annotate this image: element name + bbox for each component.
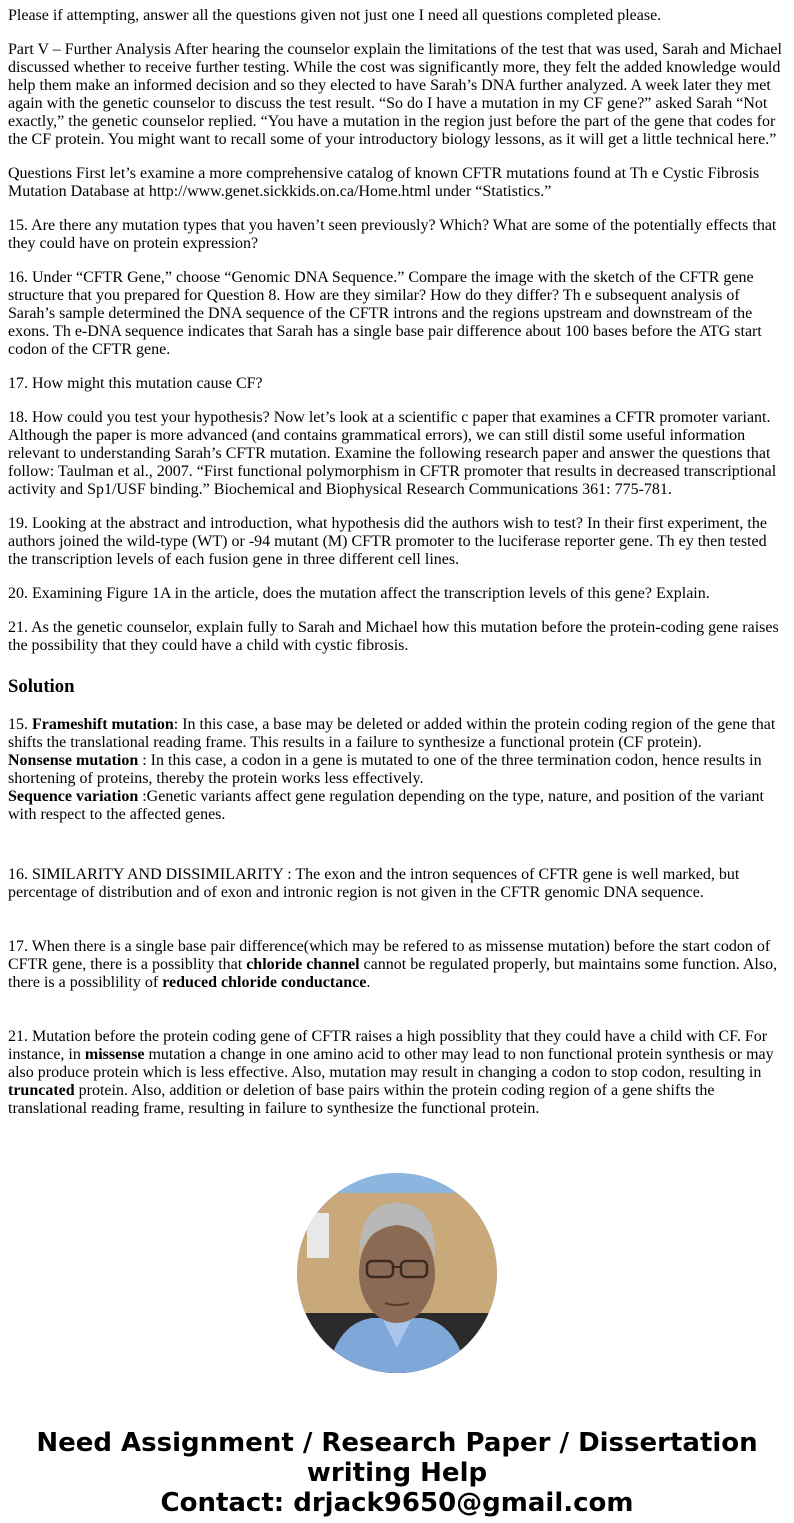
answer-21-text-2: mutation a change in one amino acid to other may lead to non functional protein synthesis or may also produce protein which is less effective. Also, mutation may result in changing a codon to stop codon, resulting in xyxy=(8,1046,774,1081)
solution-section xyxy=(8,716,786,1118)
question-20: 20. Examining Figure 1A in the article, does the mutation affect the transcription levels of this gene? Explain. xyxy=(8,585,710,602)
question-16: 16. Under “CFTR Gene,” choose “Genomic DNA Sequence.” Compare the image with the sketch of the CFTR gene structure that you prepared for Question 8. How are they similar? How do they differ? Th e subsequent analysis of Sarah’s sample determined the DNA sequence of the CFTR introns and the regions upstream and downstream of the exons. Th e-DNA sequence indicates that Sarah has a single base pair difference about 100 bases before the ATG start codon of the CFTR gene. xyxy=(8,269,762,358)
question-19: 19. Looking at the abstract and introduction, what hypothesis did the authors wish to test? In their first experiment, the authors joined the wild-type (WT) or -94 mutant (M) CFTR promoter to the luciferase reporter gene. Th ey then tested the transcription levels of each fusion gene in three different cell lines. xyxy=(8,515,767,568)
frameshift-term: Frameshift mutation xyxy=(32,716,174,733)
answer-17-text-3: . xyxy=(366,974,371,991)
promo-line-2: writing Help xyxy=(306,1458,488,1488)
answer-17-text-1: 17. When there is a single base pair difference(which may be refered to as missense mutation) before the start codon of CFTR gene, there is a possiblity that xyxy=(8,938,771,973)
part-v-paragraph: Part V – Further Analysis After hearing the counselor explain the limitations of the test that was used, Sarah and Michael discussed whether to receive further testing. While the cost was significantly more, they felt the added knowledge would help them make an informed decision and so they elected to have Sarah’s DNA further analyzed. A week later they met again with the genetic counselor to discuss the test result. “So do I have a mutation in my CF gene?” asked Sarah “Not exactly,” the genetic counselor replied. “You have a mutation in the region just before the part of the gene that codes for the CF protein. You might want to recall some of your introductory biology lessons, as it will get a little technical here.” xyxy=(8,41,782,148)
promo-line-1: Need Assignment / Research Paper / Dissertation xyxy=(36,1428,758,1458)
answer-21-text-3: protein. Also, addition or deletion of base pairs within the protein coding region of a gene shifts the translational reading frame, resulting in failure to synthesize the functional protein. xyxy=(8,1082,715,1117)
answer-17 xyxy=(8,938,786,992)
sequence-variation-text: :Genetic variants affect gene regulation depending on the type, nature, and position of the variant with respect to the affected genes. xyxy=(8,788,764,823)
chloride-channel-term: chloride channel xyxy=(246,956,360,973)
question-18: 18. How could you test your hypothesis? Now let’s look at a scientific c paper that examines a CFTR promoter variant. Although the paper is more advanced (and contains grammatical errors), we can still distil some useful information relevant to understanding Sarah’s CFTR mutation. Examine the following research paper and answer the questions that follow: Taulman et al., 2007. “First functional polymorphism in CFTR promoter that results in decreased transcriptional activity and Sp1/USF binding.” Biochemical and Biophysical Research Communications 361: 775-781. xyxy=(8,409,777,498)
author-photo-container xyxy=(0,1173,794,1378)
nonsense-text: : In this case, a codon in a gene is mutated to one of the three termination codon, hence results in shortening of proteins, thereby the protein works less effectively. xyxy=(8,752,762,787)
answer-21-text-1: 21. Mutation before the protein coding gene of CFTR raises a high possiblity that they could have a child with CF. For instance, in xyxy=(8,1028,768,1063)
answer-21 xyxy=(8,1028,786,1118)
question-17: 17. How might this mutation cause CF? xyxy=(8,375,263,392)
frameshift-text: : In this case, a base may be deleted or added within the protein coding region of the gene that shifts the translational reading frame. This results in a failure to synthesize a functional protein (CF protein). xyxy=(8,716,776,751)
promo-contact: Contact: drjack9650@gmail.com xyxy=(160,1488,634,1518)
portrait-image xyxy=(297,1173,497,1373)
author-avatar xyxy=(297,1173,497,1373)
question-15: 15. Are there any mutation types that you haven’t seen previously? Which? What are some of the potentially effects that they could have on protein expression? xyxy=(8,217,777,252)
truncated-term: truncated xyxy=(8,1082,75,1099)
reduced-conductance-term: reduced chloride conductance xyxy=(162,974,367,991)
answer-16: 16. SIMILARITY AND DISSIMILARITY : The exon and the intron sequences of CFTR gene is well marked, but percentage of distribution and of exon and intronic region is not given in the CFTR genomic DNA sequence. xyxy=(8,866,740,901)
sequence-variation-term: Sequence variation xyxy=(8,788,139,805)
question-21: 21. As the genetic counselor, explain fully to Sarah and Michael how this mutation before the protein-coding gene raises the possibility that they could have a child with cystic fibrosis. xyxy=(8,619,779,654)
intro-request: Please if attempting, answer all the questions given not just one I need all questions completed please. xyxy=(8,7,662,24)
answer-15 xyxy=(8,716,786,824)
nonsense-term: Nonsense mutation xyxy=(8,752,139,769)
promo-banner xyxy=(0,1428,794,1518)
solution-heading: Solution xyxy=(8,676,75,697)
missense-term: missense xyxy=(84,1046,145,1063)
questions-intro: Questions First let’s examine a more comprehensive catalog of known CFTR mutations found at Th e Cystic Fibrosis Mutation Database at http://www.genet.sickkids.on.ca/Home.html under “Statistics.” xyxy=(8,165,760,200)
answer-15-number: 15. xyxy=(8,716,32,733)
answer-17-text-2: cannot be regulated properly, but maintains some function. Also, there is a possiblility of xyxy=(8,956,778,991)
